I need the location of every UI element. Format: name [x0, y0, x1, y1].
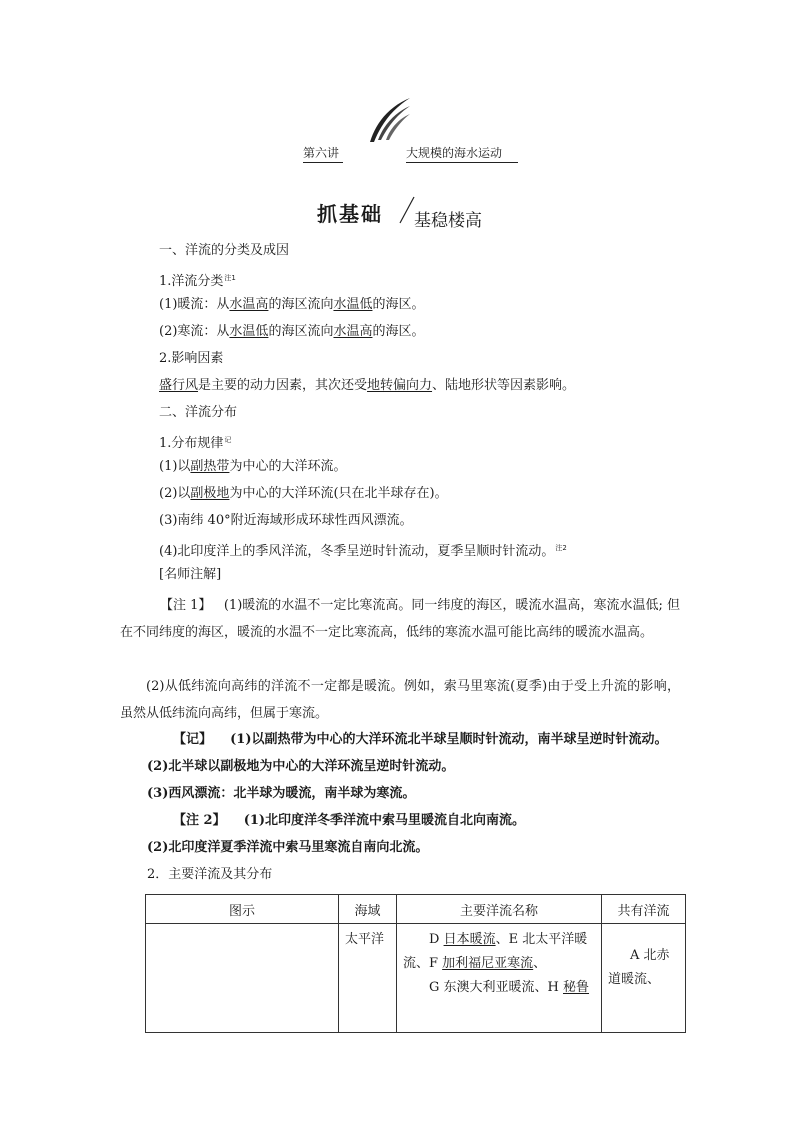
banner-main: 抓基础: [317, 202, 383, 226]
subheading-classification: 1.洋流分类$^{注1}$: [159, 274, 236, 289]
section-heading-3: 2．主要洋流及其分布: [147, 867, 273, 882]
diagram-cell: [146, 924, 339, 1033]
col-header-common: 共有洋流: [602, 895, 686, 924]
warm-current-line: (1)暖流：从水温高的海区流向水温低的海区。: [159, 297, 425, 312]
ocean-currents-table: [145, 894, 686, 1033]
col-header-currents: 主要洋流名称: [397, 895, 602, 924]
common-cell: A 北赤 道暖流、: [602, 924, 686, 1033]
note1-para1: 【注 1】 (1)暖流的水温不一定比寒流高。同一纬度的海区，暖流水温高，寒流水温低; 但在不同纬度的海区，暖流的水温不一定比寒流高，低纬的寒流水温可能比高纬的暖流水温高。: [120, 598, 680, 640]
note-tag: 记: [224, 436, 232, 444]
cold-current-line: (2)寒流：从水温低的海区流向水温高的海区。: [159, 324, 425, 339]
note2-line2: (2)北印度洋夏季洋流中索马里寒流自南向北流。: [147, 840, 429, 855]
rule-1: (1)以副热带为中心的大洋环流。: [159, 459, 347, 474]
sea-cell: 太平洋: [339, 924, 397, 1033]
note-tag: 注1: [224, 274, 236, 282]
notes-title: [名师注解]: [159, 567, 222, 582]
ji-note-1: 【记】 (1)以副热带为中心的大洋环流北半球呈顺时针流动，南半球呈逆时针流动。: [173, 732, 668, 747]
section-heading-2: 二、洋流分布: [159, 405, 238, 420]
table-header-row: [146, 895, 686, 924]
swoosh-logo-icon: [368, 96, 412, 144]
col-header-diagram: 图示: [146, 895, 339, 924]
lecture-number: 第六讲: [303, 146, 340, 160]
note1-para2: (2)从低纬流向高纬的洋流不一定都是暖流。例如，索马里寒流(夏季)由于受上升流的影响，虽然从低纬流向高纬，但属于寒流。: [120, 679, 680, 721]
header-underline-right: [406, 162, 518, 163]
section-heading-1: 一、洋流的分类及成因: [159, 243, 290, 258]
rule-3: (3)南纬 40°附近海域形成环球性西风漂流。: [159, 513, 413, 528]
subheading-factors: 2.影响因素: [159, 351, 224, 366]
note-tag: 注2: [555, 544, 567, 552]
chapter-title: 大规模的海水运动: [406, 146, 503, 160]
ji-note-2: (2)北半球以副极地为中心的大洋环流呈逆时针流动。: [147, 759, 455, 774]
table-row: [146, 924, 686, 1033]
factors-line: 盛行风是主要的动力因素，其次还受地转偏向力、陆地形状等因素影响。: [159, 378, 576, 393]
col-header-sea: 海域: [339, 895, 397, 924]
rule-2: (2)以副极地为中心的大洋环流(只在北半球存在)。: [159, 486, 448, 501]
note2-line1: 【注 2】 (1)北印度洋冬季洋流中索马里暖流自北向南流。: [173, 813, 526, 828]
ji-note-3: (3)西风漂流：北半球为暖流，南半球为寒流。: [147, 786, 416, 801]
currents-cell: D 日本暖流、E 北太平洋暖 流、F 加利福尼亚寒流、 G 东澳大利亚暖流、H 秘鲁: [397, 924, 602, 1033]
rule-4: (4)北印度洋上的季风洋流，冬季呈逆时针流动，夏季呈顺时针流动。$^{注2}$: [159, 544, 567, 559]
header-underline-left: [303, 162, 343, 163]
banner-sub: 基稳楼高: [414, 211, 482, 231]
subheading-rules: 1.分布规律$^记$: [159, 436, 232, 451]
